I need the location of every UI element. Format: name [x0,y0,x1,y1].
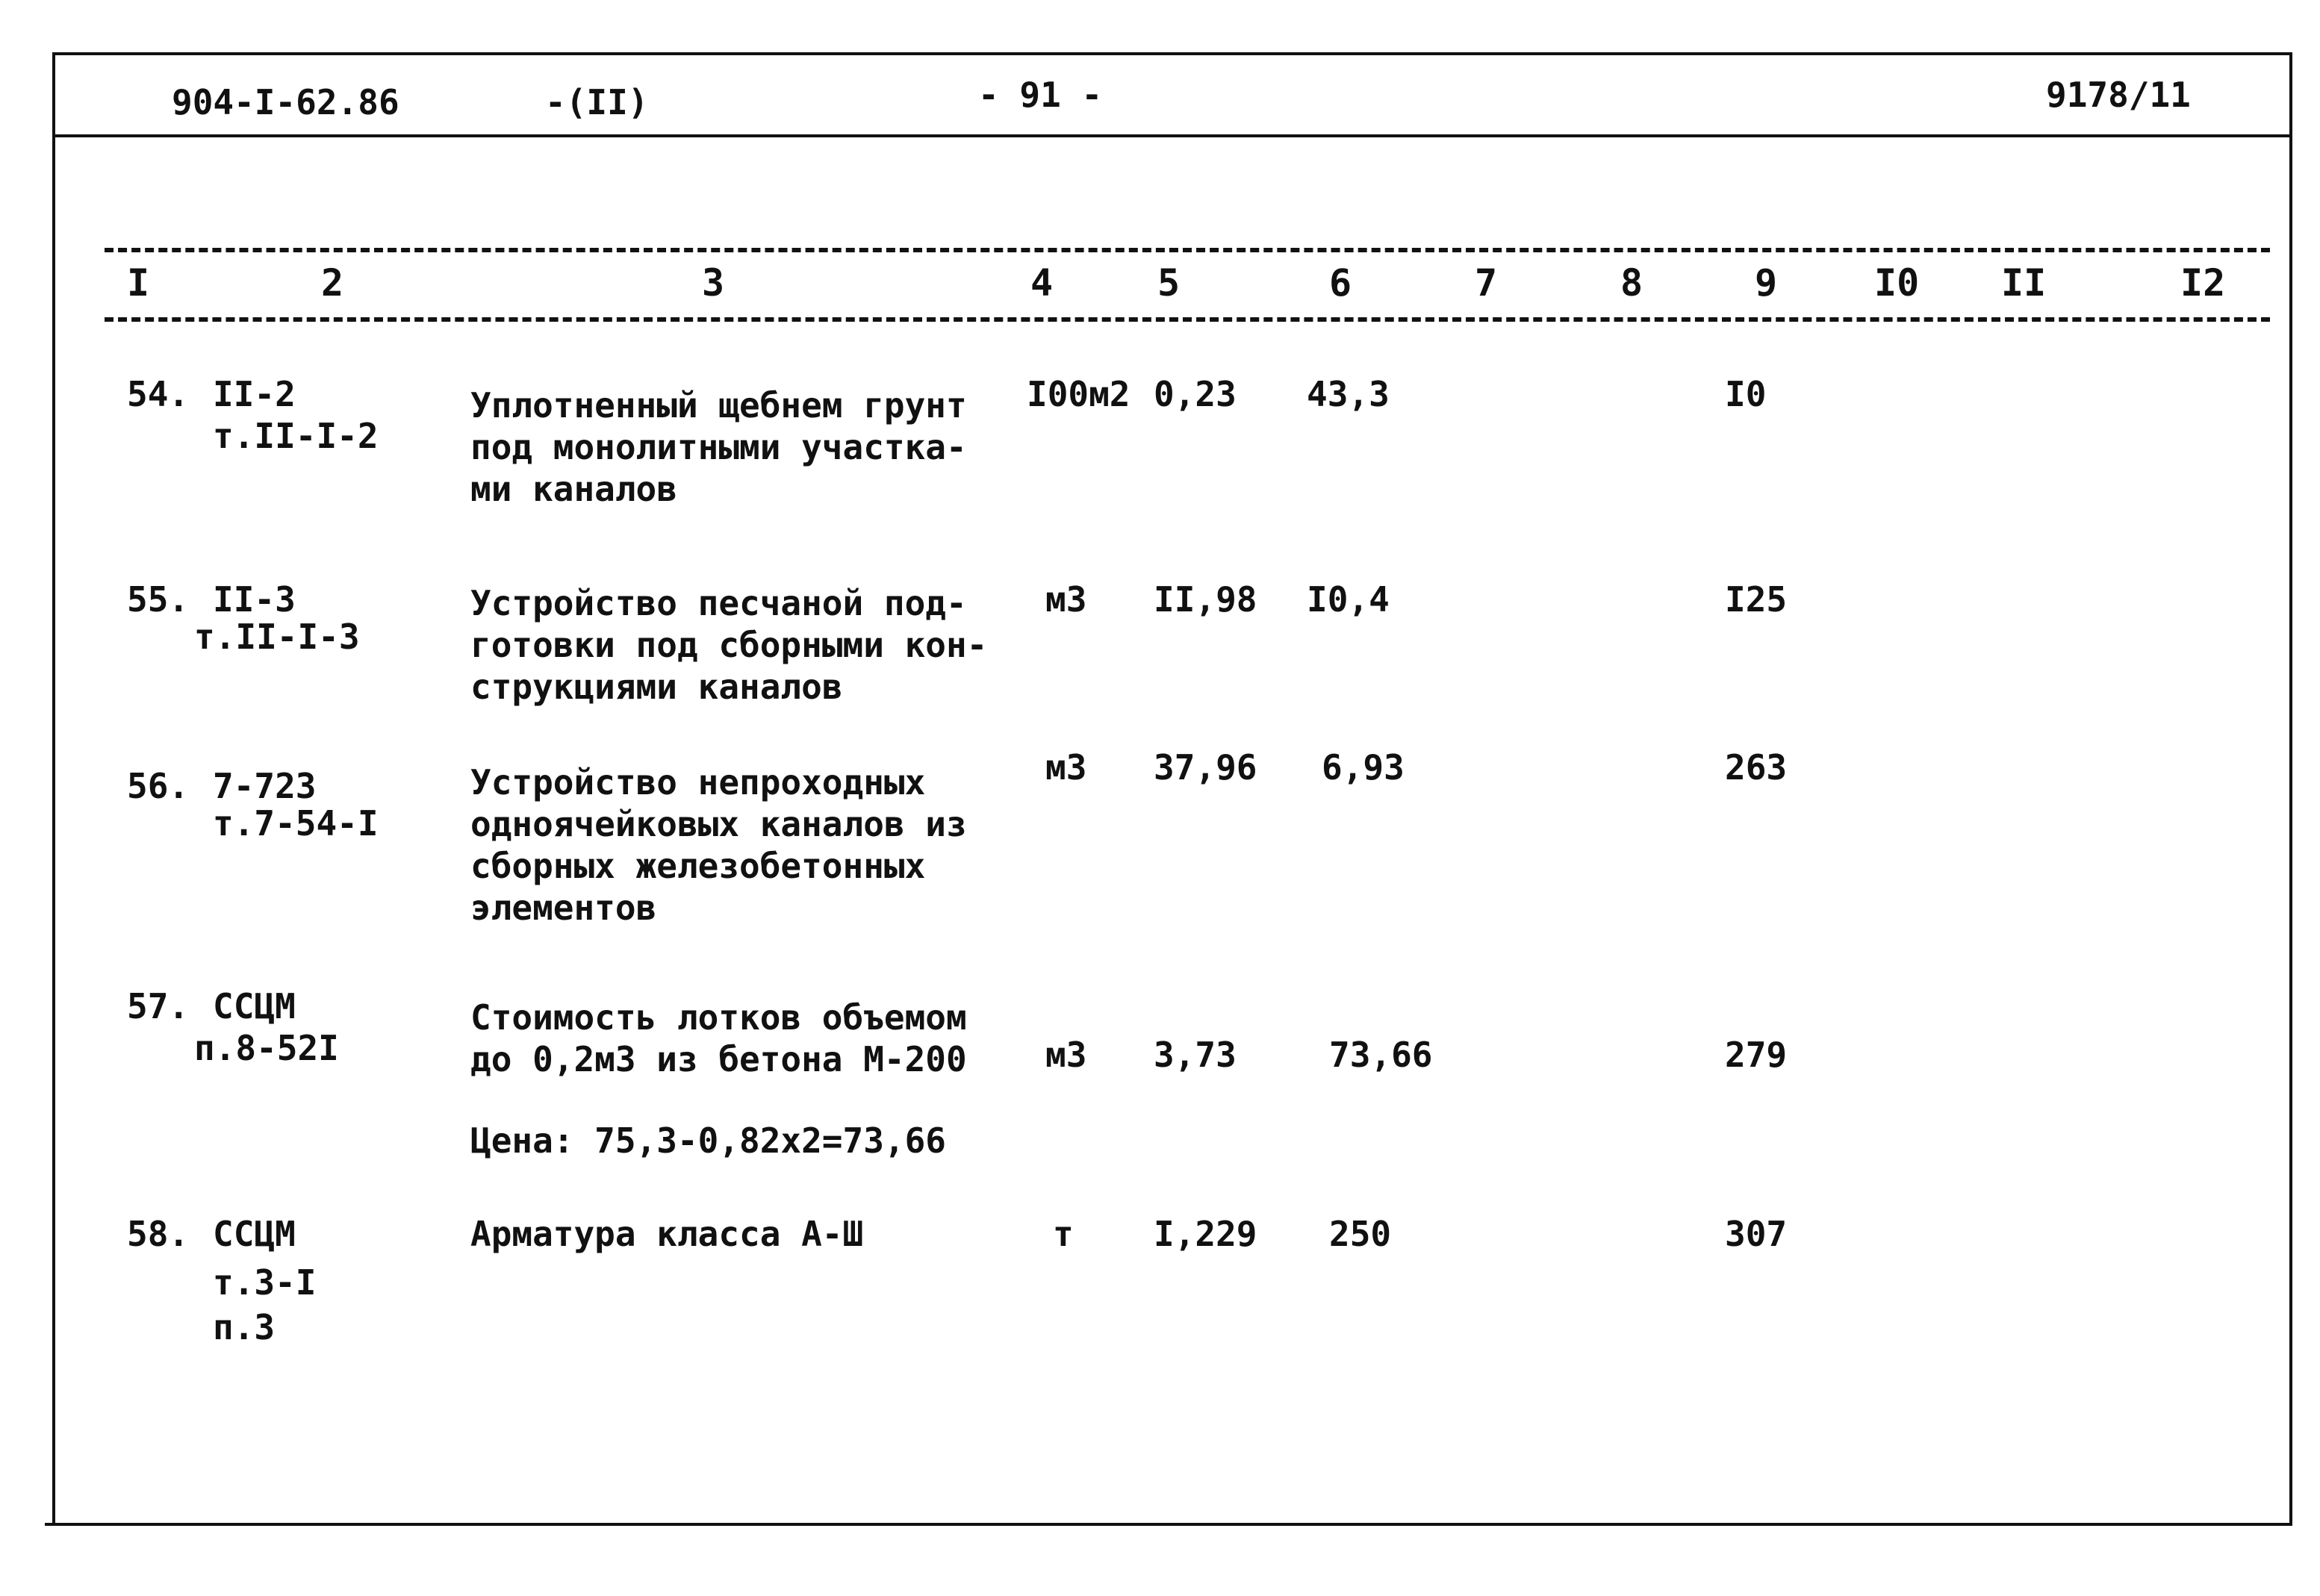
column-number: I2 [2180,261,2226,305]
row-unit: м3 [1045,747,1087,788]
column-number: 2 [321,261,344,305]
row-number: 56. [127,766,190,806]
row-total: 263 [1725,747,1788,788]
row-number: 55. [127,579,190,620]
row-unit: м3 [1045,579,1087,620]
row-total: 279 [1725,1035,1788,1075]
row-unit: т [1053,1214,1074,1254]
row-code: 7-723 [213,766,317,806]
frame-right-border [2289,52,2292,1523]
column-number: 3 [702,261,725,305]
row-price: 43,3 [1307,374,1390,414]
row-quantity: 37,96 [1154,747,1257,788]
column-number: 5 [1157,261,1181,305]
row-unit: м3 [1045,1035,1087,1075]
row-quantity: II,98 [1154,579,1257,620]
row-quantity: 3,73 [1154,1035,1237,1075]
column-number: 9 [1755,261,1778,305]
column-number: I [127,261,150,305]
row-price: 6,93 [1322,747,1405,788]
row-code: т.3-I [213,1262,317,1303]
row-description: элементов [470,888,657,928]
row-quantity: 0,23 [1154,374,1237,414]
row-unit: I00м2 [1027,374,1131,414]
row-description: одноячейковых каналов из [470,804,967,844]
row-description: Стоимость лотков объемом [470,997,967,1038]
row-total: I25 [1725,579,1788,620]
row-code: т.II-I-3 [194,617,360,657]
row-code: II-3 [213,579,296,620]
header-divider [52,134,2289,137]
row-description: под монолитными участка- [470,427,967,467]
row-description: сборных железобетонных [470,846,926,886]
row-code: т.7-54-I [213,803,379,844]
column-number: 6 [1329,261,1352,305]
row-description: Устройство песчаной под- [470,583,967,623]
column-number: 7 [1475,261,1498,305]
column-number: I0 [1874,261,1920,305]
row-total: 307 [1725,1214,1788,1254]
row-price: 250 [1329,1214,1392,1254]
section-number: -(II) [545,82,649,122]
row-description: струкциями каналов [470,667,843,707]
frame-top-border [52,52,2292,55]
row-code: п.8-52I [194,1028,339,1068]
sheet-number: 9178/11 [2046,75,2191,115]
frame-left-border [52,52,55,1523]
row-description: Уплотненный щебнем грунт [470,385,967,426]
row-quantity: I,229 [1154,1214,1257,1254]
row-description: Арматура класса А-Ш [470,1214,864,1254]
row-description: готовки под сборными кон- [470,625,988,665]
column-header-top-rule [105,248,2270,252]
column-number: 4 [1030,261,1054,305]
page-number: - 91 - [978,75,1103,115]
row-code: т.II-I-2 [213,416,379,456]
row-description: Устройство непроходных [470,762,926,802]
row-price: 73,66 [1329,1035,1433,1075]
doc-code: 904-I-62.86 [172,82,399,122]
row-description: до 0,2м3 из бетона М-200 [470,1039,967,1079]
column-number: II [2001,261,2047,305]
frame-bottom-border [45,1523,2292,1526]
row-code: II-2 [213,374,296,414]
row-code: ССЦМ [213,986,296,1026]
row-description: ми каналов [470,469,677,509]
row-code: п.3 [213,1307,276,1347]
row-total: I0 [1725,374,1767,414]
row-number: 58. [127,1214,190,1254]
row-number: 57. [127,986,190,1026]
price-calculation-note: Цена: 75,3-0,82х2=73,66 [470,1120,946,1161]
column-number: 8 [1620,261,1643,305]
row-price: I0,4 [1307,579,1390,620]
column-header-bottom-rule [105,317,2270,322]
row-code: ССЦМ [213,1214,296,1254]
row-number: 54. [127,374,190,414]
